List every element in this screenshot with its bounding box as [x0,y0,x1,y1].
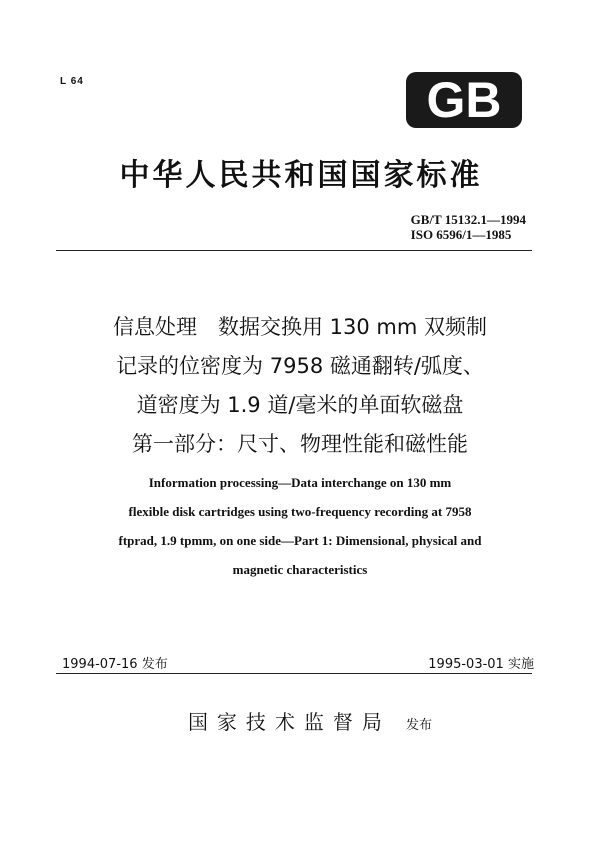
chinese-title-line: 信息处理 数据交换用 130 mm 双频制 [112,315,488,339]
standard-numbers [411,212,526,242]
top-divider [56,250,532,251]
issue-label: 发布 [141,657,168,672]
gb-logo [404,70,524,130]
implement-label: 实施 [507,657,534,672]
issue-date-block [62,653,168,672]
standard-number-iso: ISO 6596/1—1985 [410,227,512,242]
implement-date-block [428,653,534,672]
issue-date: 1994-07-16 [62,657,138,672]
english-title-line: ftprad, 1.9 tpmm, on one side—Part 1: Dimensional, physical and [118,533,482,548]
chinese-title-line: 道密度为 1.9 道/毫米的单面软磁盘 [136,393,464,417]
chinese-title-line: 第一部分：尺寸、物理性能和磁性能 [132,432,468,456]
publisher [140,706,480,735]
chinese-title [40,308,560,464]
chinese-title-line: 记录的位密度为 7958 磁通翻转/弧度、 [116,354,484,378]
english-title [50,468,550,584]
english-title-line: magnetic characteristics [232,562,368,577]
publisher-name: 国家技术监督局 [187,710,391,734]
publisher-action: 发布 [406,718,433,733]
gb-logo-text: GB [426,72,502,128]
english-title-line: flexible disk cartridges using two-frequency recording at 7958 [128,504,472,519]
implement-date: 1995-03-01 [428,657,504,672]
bottom-divider [56,673,532,674]
standard-number-gb: GB/T 15132.1—1994 [410,212,526,227]
org-title: 中华人民共和国国家标准 [119,158,483,193]
classification-code: L 64 [60,76,84,87]
english-title-line: Information processing—Data interchange on 130 mm [148,475,452,490]
